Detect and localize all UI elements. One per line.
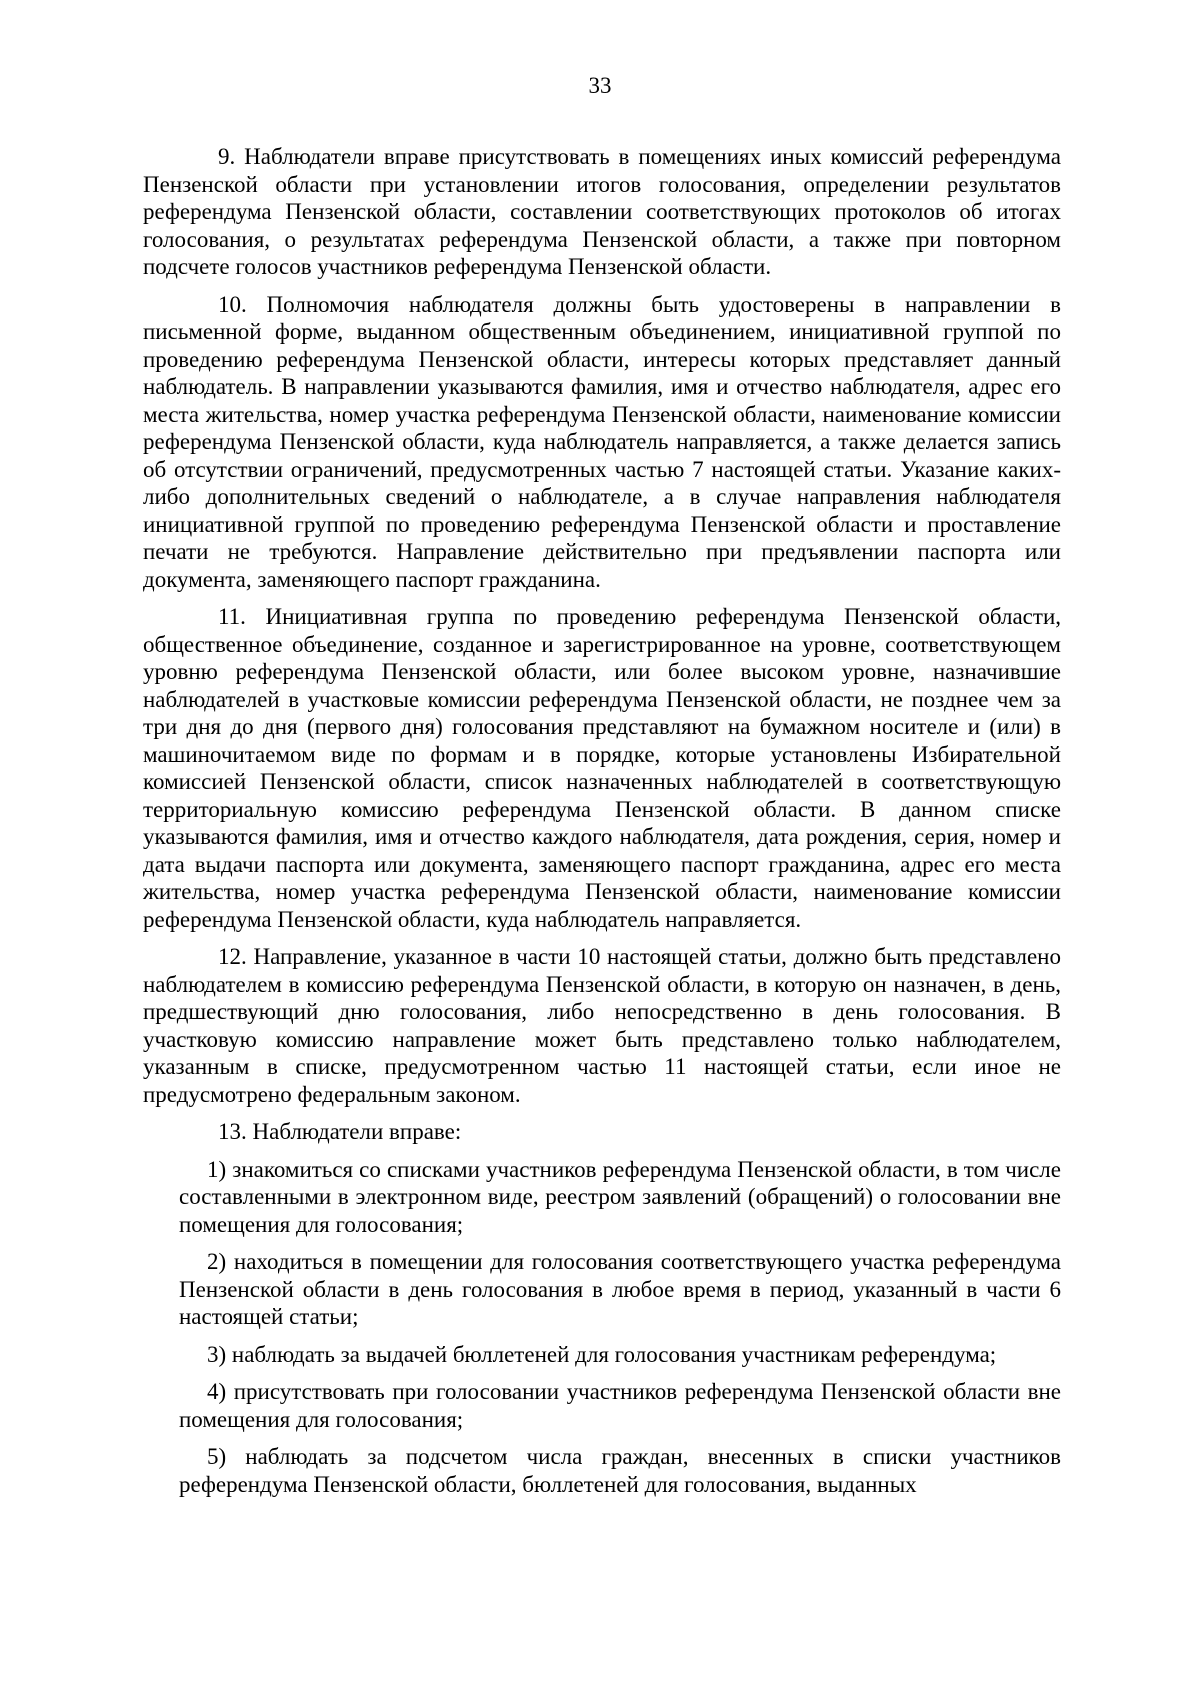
- paragraph-9: 9. Наблюдатели вправе присутствовать в помещениях иных комиссий референдума Пензенской области при установлении итогов голосования, определении результатов референдума Пензенской области, составлении соответствующих протоколов об итогах голосования, о результатах референдума Пензенской области, а также при повторном подсчете голосов участников референдума Пензенской области.: [143, 144, 1061, 279]
- list-item-3: 3) наблюдать за выдачей бюллетеней для голосования участникам референдума;: [207, 1341, 997, 1367]
- list-item-2: 2) находиться в помещении для голосования соответствующего участка референдума Пензенской области в день голосования в любое время в период, указанный в части 6 настоящей статьи;: [179, 1249, 1061, 1329]
- paragraph-12: 12. Направление, указанное в части 10 настоящей статьи, должно быть представлено наблюдателем в комиссию референдума Пензенской области, в которую он назначен, в день, предшествующий дню голосования, либо непосредственно в день голосования. В участковую комиссию направление может быть представлено только наблюдателем, указанным в списке, предусмотренном частью 11 настоящей статьи, если иное не предусмотрено федеральным законом.: [143, 944, 1061, 1107]
- paragraph-10: 10. Полномочия наблюдателя должны быть удостоверены в направлении в письменной форме, выданном общественным объединением, инициативной группой по проведению референдума Пензенской области, интересы которых представляет данный наблюдатель. В направлении указываются фамилия, имя и отчество наблюдателя, адрес его места жительства, номер участка референдума Пензенской области, наименование комиссии референдума Пензенской области, куда наблюдатель направляется, а также делается запись об отсутствии ограничений, предусмотренных частью 7 настоящей статьи. Указание каких-либо дополнительных сведений о наблюдателе, а в случае направления наблюдателя инициативной группой по проведению референдума Пензенской области и проставление печати не требуются. Направление действительно при предъявлении паспорта или документа, заменяющего паспорт гражданина.: [143, 291, 1061, 592]
- list-item-1: 1) знакомиться со списками участников референдума Пензенской области, в том числе составленными в электронном виде, реестром заявлений (обращений) о голосовании вне помещения для голосования;: [179, 1156, 1061, 1237]
- list-item-5: 5) наблюдать за подсчетом числа граждан, внесенных в списки участников референдума Пензенской области, бюллетеней для голосования, выданных: [179, 1444, 1061, 1497]
- page-number: 33: [588, 73, 612, 98]
- list-item-4: 4) присутствовать при голосовании участников референдума Пензенской области вне помещения для голосования;: [179, 1379, 1061, 1432]
- paragraph-11: 11. Инициативная группа по проведению референдума Пензенской области, общественное объединение, созданное и зарегистрированное на уровне, соответствующем уровню референдума Пензенской области, или более высоком уровне, назначившие наблюдателей в участковые комиссии референдума Пензенской области, не позднее чем за три дня до дня (первого дня) голосования представляют на бумажном носителе и (или) в машиночитаемом виде по формам и в порядке, которые установлены Избирательной комиссией Пензенской области, список назначенных наблюдателей в соответствующую территориальную комиссию референдума Пензенской области. В данном списке указываются фамилия, имя и отчество каждого наблюдателя, дата рождения, серия, номер и дата выдачи паспорта или документа, заменяющего паспорт гражданина, адрес его места жительства, номер участка референдума Пензенской области, наименование комиссии референдума Пензенской области, куда наблюдатель направляется.: [143, 604, 1061, 932]
- paragraph-13: 13. Наблюдатели вправе:: [218, 1119, 462, 1144]
- document-body: [143, 143, 1061, 1508]
